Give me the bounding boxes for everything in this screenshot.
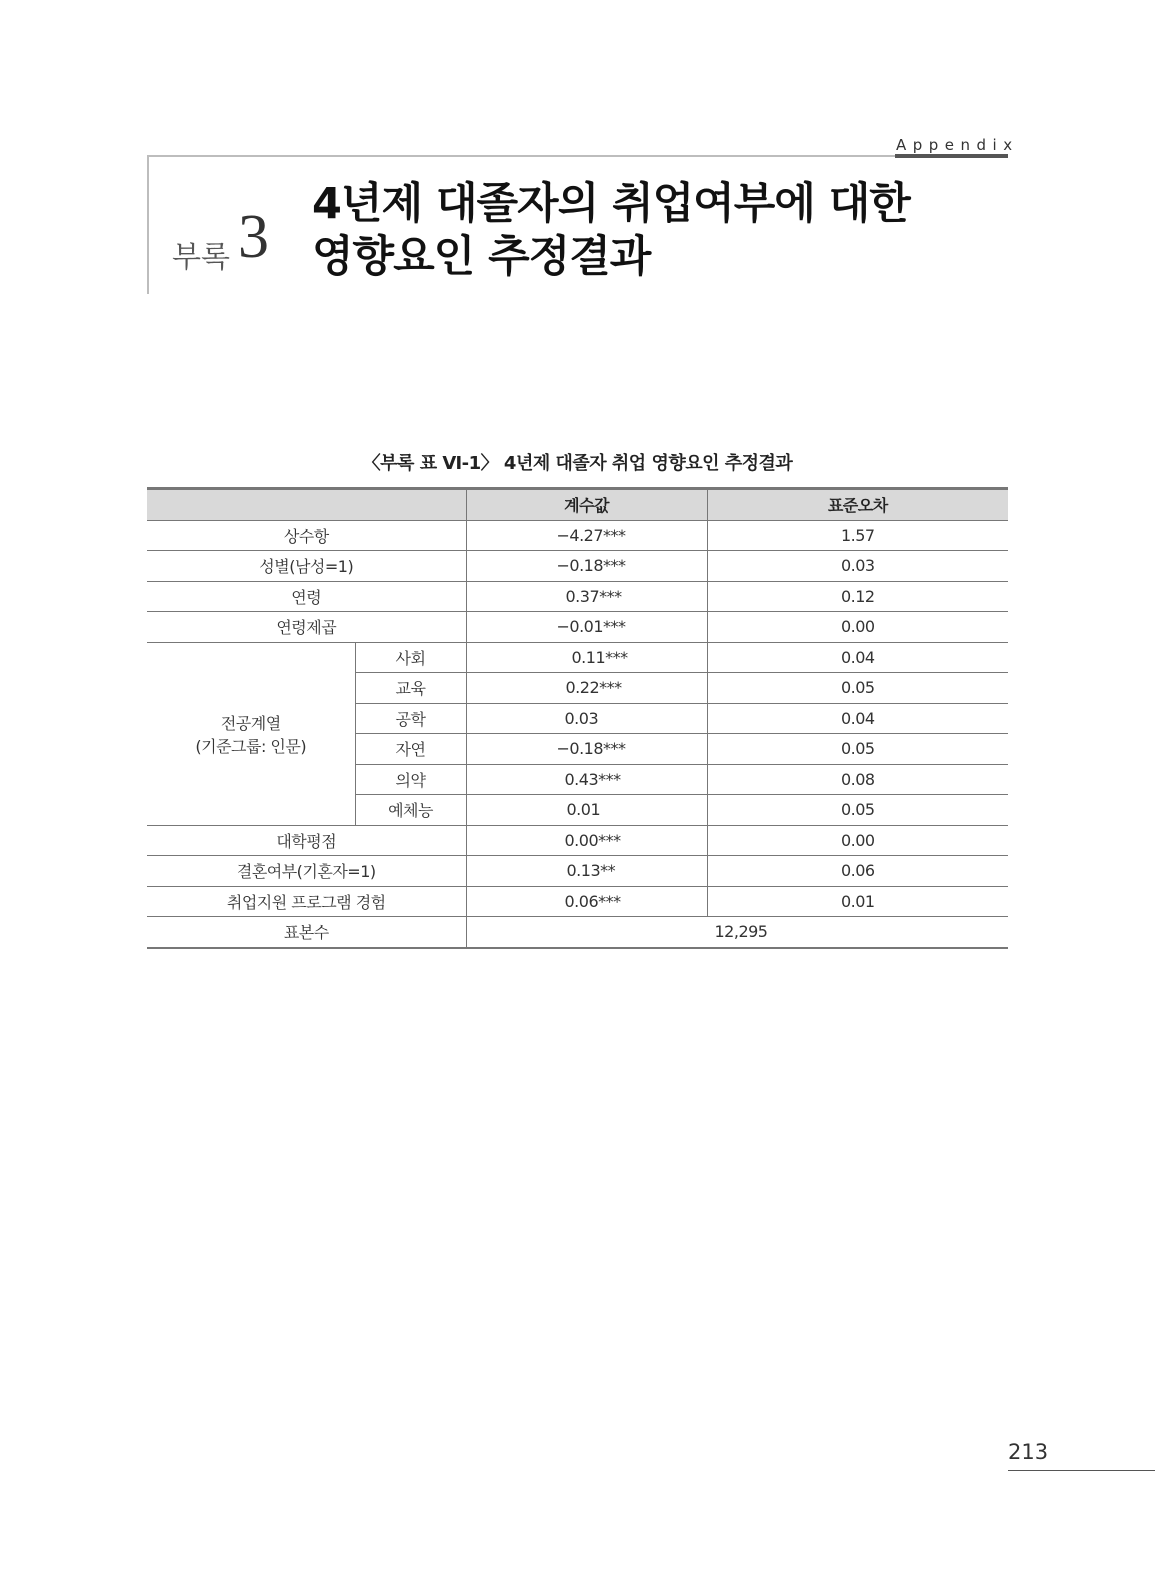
table-row xyxy=(147,551,1008,582)
row-se: 0.08 xyxy=(707,764,1008,795)
row-coef: 0.11*** xyxy=(466,642,707,673)
row-se: 0.04 xyxy=(707,642,1008,673)
table-row xyxy=(147,520,1008,551)
row-se: 0.06 xyxy=(707,856,1008,887)
row-coef: −0.18*** xyxy=(466,551,707,582)
header-top-line xyxy=(147,155,895,157)
table-header-row xyxy=(147,489,1008,521)
major-group-label-line1: 전공계열 xyxy=(220,713,281,733)
major-group-label-line2: (기준그룹: 인문) xyxy=(195,736,307,756)
row-label: 취업지원 프로그램 경험 xyxy=(147,886,466,917)
row-se: 0.04 xyxy=(707,703,1008,734)
major-group-label xyxy=(147,642,355,825)
row-label: 상수항 xyxy=(147,520,466,551)
row-coef: 0.01 xyxy=(466,795,707,826)
page-number-line xyxy=(1008,1470,1155,1471)
row-se: 0.05 xyxy=(707,734,1008,765)
chapter-word: 부록 xyxy=(172,240,230,275)
sample-size-value: 12,295 xyxy=(466,917,1008,948)
row-se: 1.57 xyxy=(707,520,1008,551)
table-row xyxy=(147,917,1008,948)
table-row xyxy=(147,886,1008,917)
row-label: 교육 xyxy=(355,673,466,704)
row-coef: 0.03 xyxy=(466,703,707,734)
chapter-title-line2: 영향요인 추정결과 xyxy=(312,232,651,282)
row-coef: 0.00*** xyxy=(466,825,707,856)
row-label: 대학평점 xyxy=(147,825,466,856)
page-number: 213 xyxy=(1008,1440,1049,1464)
row-label: 의약 xyxy=(355,764,466,795)
row-se: 0.03 xyxy=(707,551,1008,582)
row-label: 성별(남성=1) xyxy=(147,551,466,582)
row-coef: −0.01*** xyxy=(466,612,707,643)
row-coef: 0.43*** xyxy=(466,764,707,795)
row-se: 0.12 xyxy=(707,581,1008,612)
row-label: 자연 xyxy=(355,734,466,765)
row-coef: 0.37*** xyxy=(466,581,707,612)
row-se: 0.00 xyxy=(707,825,1008,856)
table-caption: 〈부록 표 Ⅵ-1〉 4년제 대졸자 취업 영향요인 추정결과 xyxy=(362,453,793,474)
table-row xyxy=(147,581,1008,612)
row-se: 0.05 xyxy=(707,673,1008,704)
table-row xyxy=(147,825,1008,856)
row-coef: −0.18*** xyxy=(466,734,707,765)
table-row xyxy=(147,612,1008,643)
chapter-title-line1: 4년제 대졸자의 취업여부에 대한 xyxy=(312,179,910,229)
table-row xyxy=(147,856,1008,887)
chapter-number: 3 xyxy=(238,203,269,271)
row-se: 0.01 xyxy=(707,886,1008,917)
row-label: 연령 xyxy=(147,581,466,612)
row-se: 0.00 xyxy=(707,612,1008,643)
table-row xyxy=(147,642,1008,673)
row-label: 공학 xyxy=(355,703,466,734)
results-table xyxy=(147,487,1008,949)
row-label: 예체능 xyxy=(355,795,466,826)
chapter-title xyxy=(312,178,910,284)
row-label: 표본수 xyxy=(147,917,466,948)
header-cell-se: 표준오차 xyxy=(707,489,1008,521)
row-coef: −4.27*** xyxy=(466,520,707,551)
appendix-label: Appendix xyxy=(896,136,1019,154)
row-coef: 0.06*** xyxy=(466,886,707,917)
row-label: 사회 xyxy=(355,642,466,673)
row-coef: 0.13** xyxy=(466,856,707,887)
header-cell-label xyxy=(147,489,466,521)
appendix-bar xyxy=(895,154,1008,158)
row-se: 0.05 xyxy=(707,795,1008,826)
row-label: 연령제곱 xyxy=(147,612,466,643)
header-left-line xyxy=(147,155,149,294)
header-cell-coef: 계수값 xyxy=(466,489,707,521)
row-coef: 0.22*** xyxy=(466,673,707,704)
row-label: 결혼여부(기혼자=1) xyxy=(147,856,466,887)
